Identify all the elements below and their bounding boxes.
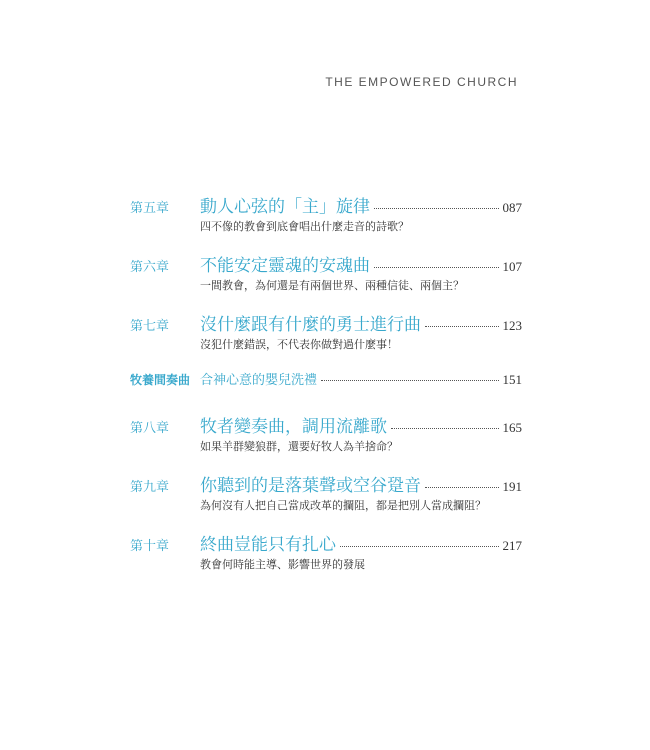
chapter-subtitle: 四不像的教會到底會唱出什麼走音的詩歌？ bbox=[200, 220, 409, 233]
chapter-label: 第八章 bbox=[130, 421, 170, 436]
dot-leader bbox=[391, 428, 499, 429]
chapter-subtitle: 如果羊群變狼群，還要好牧人為羊捨命？ bbox=[200, 440, 398, 453]
toc-entry-chapter-10[interactable] bbox=[130, 530, 522, 572]
page-number: 191 bbox=[502, 479, 522, 494]
chapter-subtitle: 教會何時能主導、影響世界的發展 bbox=[200, 558, 365, 571]
dot-leader bbox=[425, 487, 499, 488]
chapter-title[interactable]: 你聽到的是落葉聲或空谷跫音 bbox=[200, 476, 421, 496]
toc-entry-interlude[interactable] bbox=[130, 369, 522, 393]
dot-leader bbox=[321, 380, 498, 381]
chapter-label: 第九章 bbox=[130, 480, 170, 495]
chapter-label: 第五章 bbox=[130, 201, 170, 216]
chapter-title[interactable]: 沒什麼跟有什麼的勇士進行曲 bbox=[200, 315, 421, 335]
page-number: 123 bbox=[502, 318, 522, 333]
page-number: 087 bbox=[502, 200, 522, 215]
chapter-title[interactable]: 終曲豈能只有扎心 bbox=[200, 535, 336, 555]
toc-entry-chapter-7[interactable] bbox=[130, 310, 522, 352]
running-header: THE EMPOWERED CHURCH bbox=[325, 75, 518, 89]
toc-entry-chapter-6[interactable] bbox=[130, 251, 522, 293]
chapter-title[interactable]: 牧者變奏曲，調用流離歌 bbox=[200, 417, 387, 437]
chapter-label: 第六章 bbox=[130, 260, 170, 275]
toc-entry-chapter-9[interactable] bbox=[130, 471, 522, 513]
dot-leader bbox=[425, 326, 499, 327]
chapter-subtitle: 為何沒有人把自己當成改革的攔阻，都是把別人當成攔阻？ bbox=[200, 499, 486, 512]
toc-entry-chapter-8[interactable] bbox=[130, 412, 522, 454]
chapter-subtitle: 沒犯什麼錯誤，不代表你做對過什麼事！ bbox=[200, 338, 398, 351]
page-number: 151 bbox=[502, 372, 522, 387]
page-number: 217 bbox=[502, 538, 522, 553]
dot-leader bbox=[340, 546, 499, 547]
interlude-label: 牧養間奏曲 bbox=[130, 373, 191, 387]
table-of-contents bbox=[130, 192, 522, 589]
dot-leader bbox=[374, 208, 499, 209]
toc-entry-chapter-5[interactable] bbox=[130, 192, 522, 234]
chapter-subtitle: 一間教會，為何還是有兩個世界、兩種信徒、兩個主？ bbox=[200, 279, 464, 292]
chapter-label: 第七章 bbox=[130, 319, 170, 334]
chapter-label: 第十章 bbox=[130, 539, 170, 554]
dot-leader bbox=[374, 267, 499, 268]
page-number: 165 bbox=[502, 420, 522, 435]
chapter-title[interactable]: 不能安定靈魂的安魂曲 bbox=[200, 256, 370, 276]
page-number: 107 bbox=[502, 259, 522, 274]
chapter-title[interactable]: 動人心弦的「主」旋律 bbox=[200, 197, 370, 217]
chapter-title[interactable]: 合神心意的嬰兒洗禮 bbox=[200, 373, 318, 388]
